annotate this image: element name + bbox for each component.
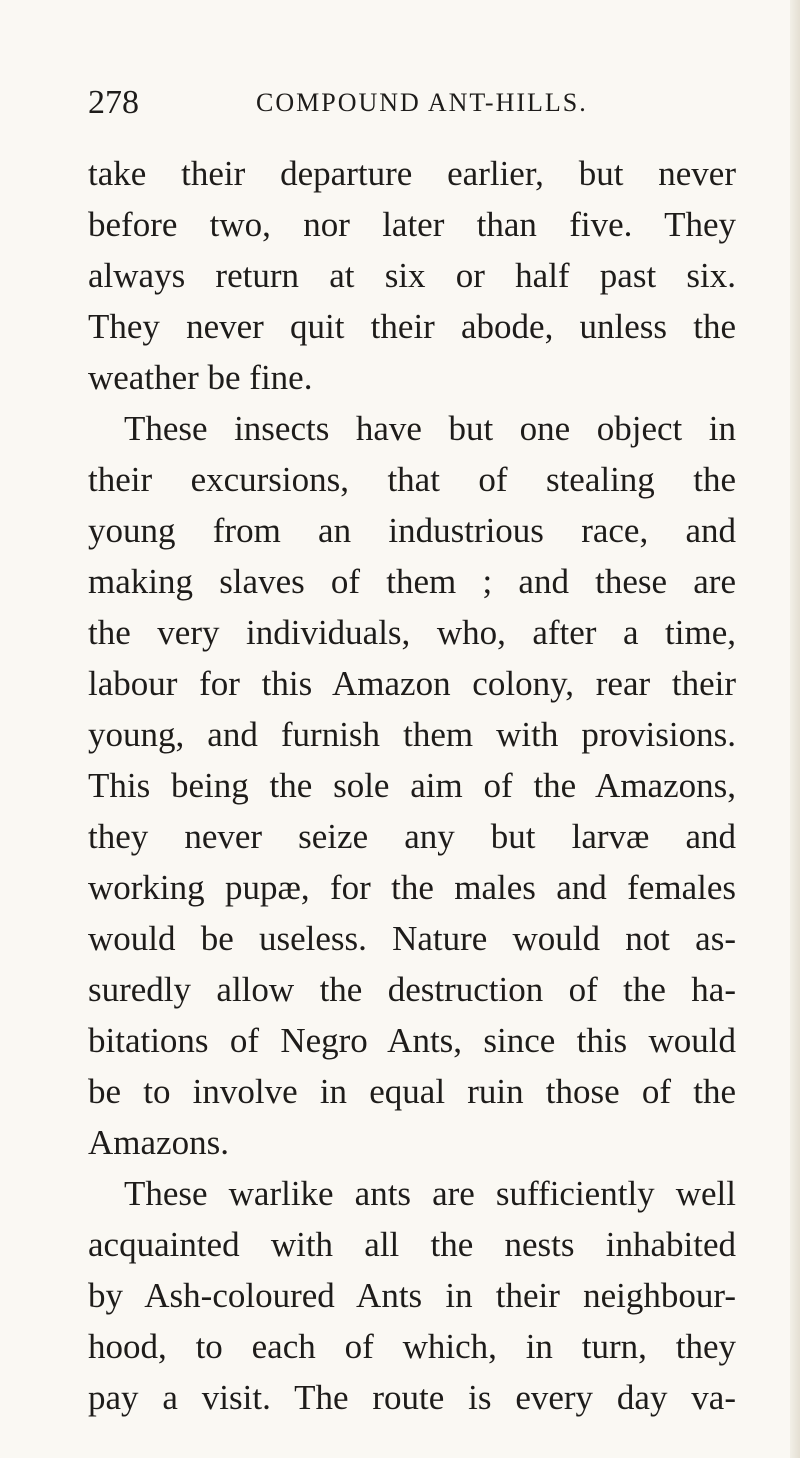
text-line: they never seize any but larvæ and [88, 817, 736, 856]
page-edge [790, 0, 800, 1458]
text-line: hood, to each of which, in turn, they [88, 1327, 736, 1366]
paragraph-start-line: These warlike ants are sufficiently well [124, 1174, 736, 1213]
text-line: bitations of Negro Ants, since this would [88, 1021, 736, 1060]
text-line: pay a visit. The route is every day va- [88, 1378, 736, 1417]
text-line: young, and furnish them with provisions. [88, 715, 736, 754]
text-line: acquainted with all the nests inhabited [88, 1225, 736, 1264]
text-line: This being the sole aim of the Amazons, [88, 766, 736, 805]
page-number: 278 [88, 84, 139, 121]
text-line: would be useless. Nature would not as- [88, 919, 736, 958]
running-title: COMPOUND ANT-HILLS. [256, 88, 588, 117]
text-line: take their departure earlier, but never [88, 154, 736, 193]
paragraph-start-line: These insects have but one object in [124, 409, 736, 448]
text-line: suredly allow the destruction of the ha- [88, 970, 736, 1009]
text-line: the very individuals, who, after a time, [88, 613, 736, 652]
text-line: working pupæ, for the males and females [88, 868, 736, 907]
text-line: They never quit their abode, unless the [88, 307, 736, 346]
text-line: be to involve in equal ruin those of the [88, 1072, 736, 1111]
text-line: weather be fine. [88, 358, 313, 397]
text-line: by Ash-coloured Ants in their neighbour- [88, 1276, 736, 1315]
text-line: labour for this Amazon colony, rear their [88, 664, 736, 703]
text-line: making slaves of them ; and these are [88, 562, 736, 601]
text-line: Amazons. [88, 1123, 229, 1162]
text-line: young from an industrious race, and [88, 511, 736, 550]
text-line: always return at six or half past six. [88, 256, 736, 295]
running-head [88, 78, 738, 128]
body-text [88, 148, 736, 1423]
text-line: before two, nor later than five. They [88, 205, 736, 244]
text-line: their excursions, that of stealing the [88, 460, 736, 499]
